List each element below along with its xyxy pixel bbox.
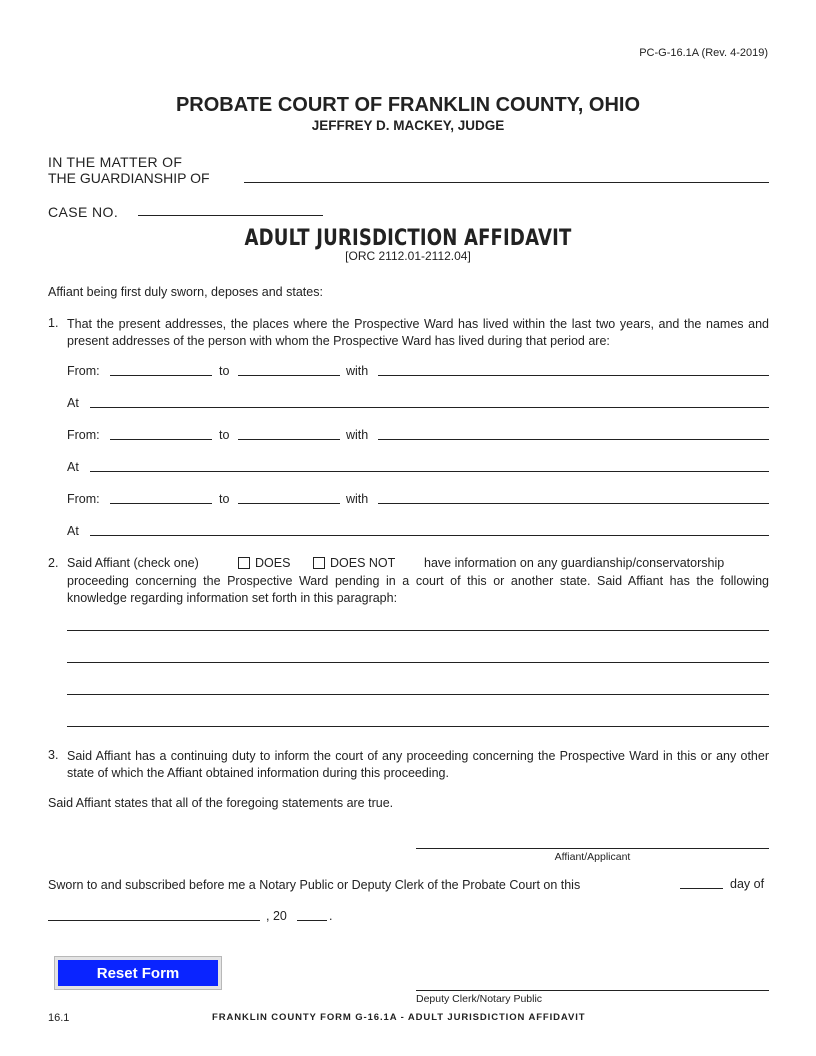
guardianship-of-field[interactable] bbox=[244, 182, 769, 183]
affiant-signature-line[interactable] bbox=[416, 848, 769, 849]
does-checkbox[interactable] bbox=[238, 557, 250, 569]
at-field-1[interactable] bbox=[90, 407, 769, 408]
with-field-2[interactable] bbox=[378, 439, 769, 440]
form-revision: PC-G-16.1A (Rev. 4-2019) bbox=[639, 47, 768, 59]
p3-number: 3. bbox=[48, 748, 59, 762]
notary-signature-line[interactable] bbox=[416, 990, 769, 991]
knowledge-line-2[interactable] bbox=[67, 662, 769, 663]
knowledge-line-4[interactable] bbox=[67, 726, 769, 727]
to-label-3: to bbox=[219, 492, 230, 506]
court-name: PROBATE COURT OF FRANKLIN COUNTY, OHIO bbox=[175, 94, 641, 116]
intro-statement: Affiant being first duly sworn, deposes and states: bbox=[48, 285, 323, 299]
orc-reference: [ORC 2112.01-2112.04] bbox=[345, 249, 471, 263]
to-label-1: to bbox=[219, 364, 230, 378]
sworn-text: Sworn to and subscribed before me a Notary Public or Deputy Clerk of the Probate Court on this bbox=[48, 878, 581, 892]
matter-label: IN THE MATTER OF bbox=[48, 154, 183, 170]
footer-form-number: 16.1 bbox=[48, 1012, 70, 1024]
with-field-1[interactable] bbox=[378, 375, 769, 376]
form-title: ADULT JURISDICTION AFFIDAVIT bbox=[244, 226, 572, 251]
footer-title: FRANKLIN COUNTY FORM G-16.1A - ADULT JURISDICTION AFFIDAVIT bbox=[212, 1012, 586, 1023]
from-label-3: From: bbox=[67, 492, 100, 506]
p2-number: 2. bbox=[48, 556, 59, 570]
p1-number: 1. bbox=[48, 316, 59, 330]
p2-suffix: have information on any guardianship/conservatorship bbox=[424, 556, 725, 570]
case-no-field[interactable] bbox=[138, 215, 323, 216]
at-field-3[interactable] bbox=[90, 535, 769, 536]
case-no-label: CASE NO. bbox=[48, 204, 119, 220]
does-label: DOES bbox=[255, 556, 291, 570]
at-label-2: At bbox=[67, 460, 79, 474]
with-field-3[interactable] bbox=[378, 503, 769, 504]
p1-text: That the present addresses, the places where the Prospective Ward has lived within the last two years, and the names and present addresses of the person with whom the Prospective Ward has lived during that period are: bbox=[67, 317, 769, 348]
year-field[interactable] bbox=[297, 920, 327, 921]
guardianship-label: THE GUARDIANSHIP OF bbox=[48, 170, 210, 186]
year-period: . bbox=[329, 909, 333, 923]
from-field-1[interactable] bbox=[110, 375, 212, 376]
to-field-3[interactable] bbox=[238, 503, 340, 504]
affiant-label: Affiant/Applicant bbox=[554, 851, 631, 863]
knowledge-line-1[interactable] bbox=[67, 630, 769, 631]
year-prefix: , 20 bbox=[266, 909, 287, 923]
p3-text: Said Affiant has a continuing duty to inform the court of any proceeding concerning the Prospective Ward in this or any other state of which the Affiant obtained information during this proceeding. bbox=[67, 749, 769, 780]
from-label-1: From: bbox=[67, 364, 100, 378]
p2-prefix: Said Affiant (check one) bbox=[67, 556, 199, 570]
reset-form-label: Reset Form bbox=[58, 960, 218, 986]
notary-label: Deputy Clerk/Notary Public bbox=[416, 993, 543, 1005]
month-field[interactable] bbox=[48, 920, 260, 921]
at-label-3: At bbox=[67, 524, 79, 538]
day-of-label: day of bbox=[730, 877, 765, 891]
to-field-2[interactable] bbox=[238, 439, 340, 440]
knowledge-line-3[interactable] bbox=[67, 694, 769, 695]
with-label-3: with bbox=[346, 492, 369, 506]
with-label-1: with bbox=[346, 364, 369, 378]
at-label-1: At bbox=[67, 396, 79, 410]
does-not-label: DOES NOT bbox=[330, 556, 396, 570]
from-field-2[interactable] bbox=[110, 439, 212, 440]
reset-form-button[interactable] bbox=[54, 956, 222, 990]
p2-text: proceeding concerning the Prospective Ward pending in a court of this or another state. Said Affiant has the following knowledge regarding information set forth in this paragraph: bbox=[67, 574, 769, 605]
at-field-2[interactable] bbox=[90, 471, 769, 472]
from-field-3[interactable] bbox=[110, 503, 212, 504]
from-label-2: From: bbox=[67, 428, 100, 442]
true-statement: Said Affiant states that all of the foregoing statements are true. bbox=[48, 796, 394, 810]
does-not-checkbox[interactable] bbox=[313, 557, 325, 569]
day-field[interactable] bbox=[680, 888, 723, 889]
to-label-2: to bbox=[219, 428, 230, 442]
judge-name: JEFFREY D. MACKEY, JUDGE bbox=[311, 118, 505, 133]
to-field-1[interactable] bbox=[238, 375, 340, 376]
with-label-2: with bbox=[346, 428, 369, 442]
